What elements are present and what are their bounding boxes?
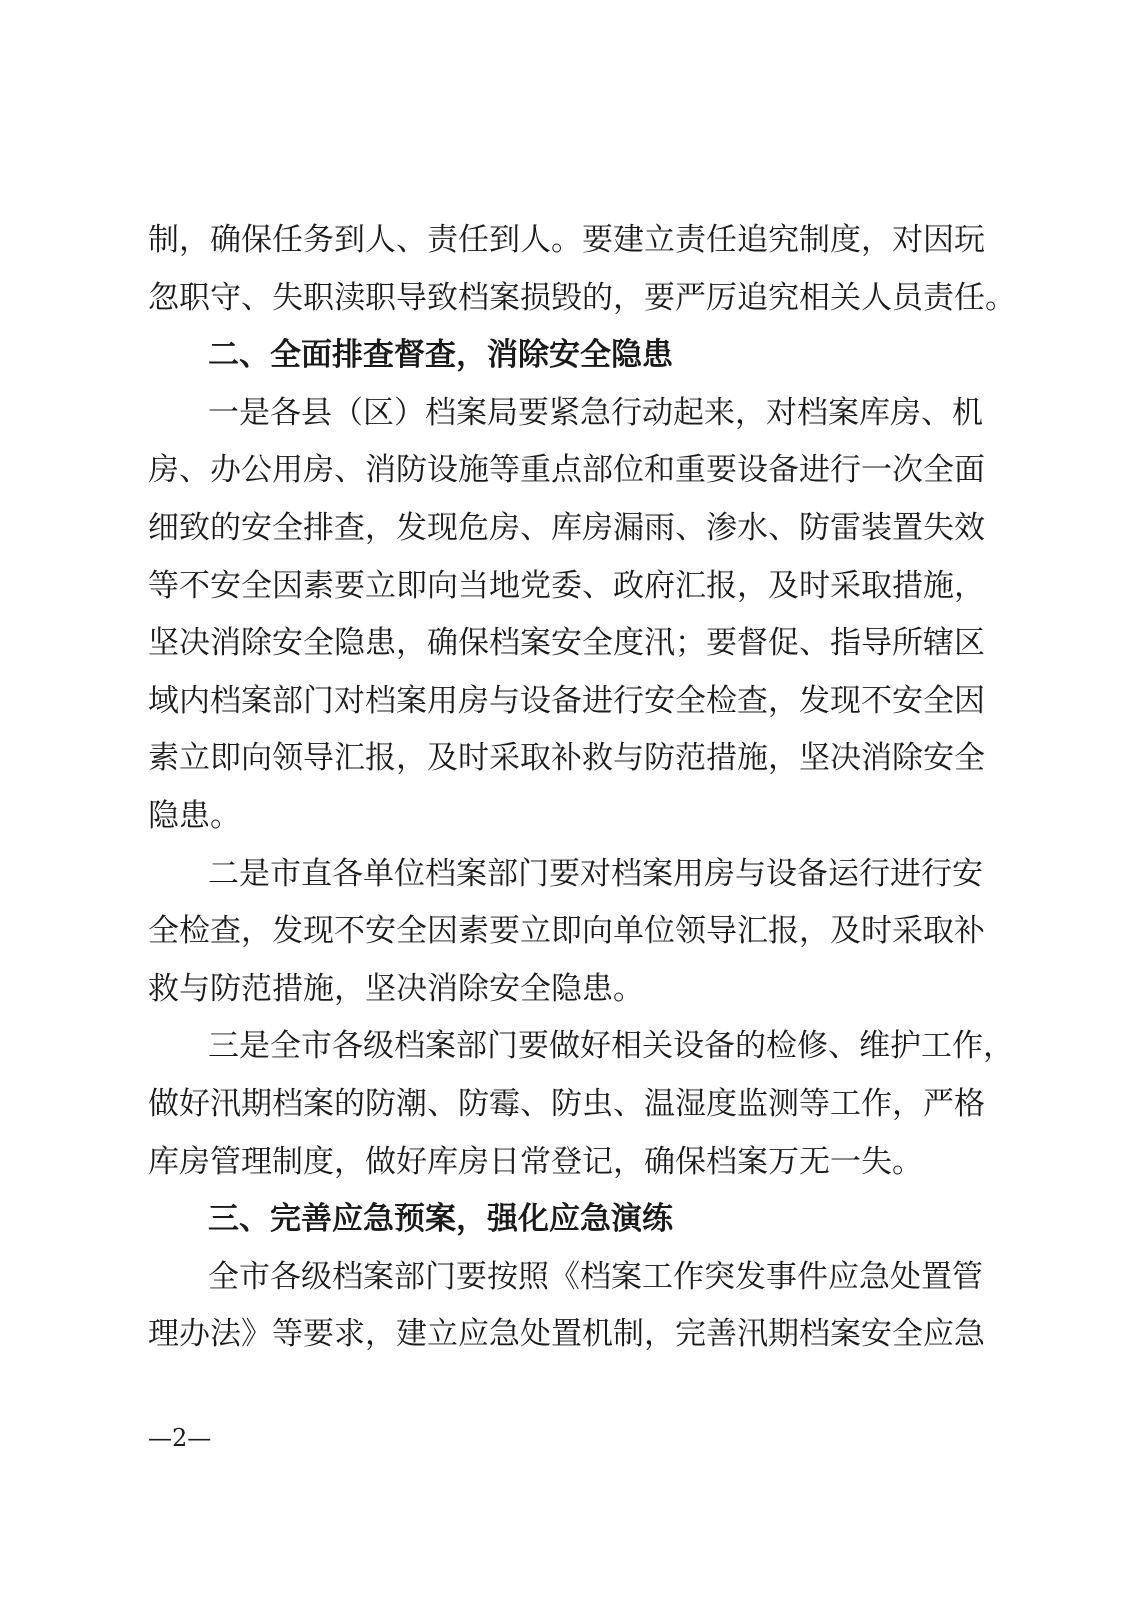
page-number: —2—	[148, 1424, 212, 1452]
section-heading-2: 二、全面排查督查，消除安全隐患	[208, 337, 673, 374]
paragraph-line: 域内档案部门对档案用房与设备进行安全检查，发现不安全因	[148, 682, 985, 719]
paragraph-line: 房、办公用房、消防设施等重点部位和重要设备进行一次全面	[148, 452, 985, 489]
paragraph-line: 三是全市各级档案部门要做好相关设备的检修、维护工作，	[208, 1028, 1014, 1065]
paragraph-line: 理办法》等要求，建立应急处置机制，完善汛期档案安全应急	[148, 1316, 985, 1353]
section-heading-3: 三、完善应急预案，强化应急演练	[208, 1201, 673, 1238]
paragraph-line: 隐患。	[148, 797, 241, 834]
paragraph-line: 全市各级档案部门要按照《档案工作突发事件应急处置管	[208, 1258, 983, 1295]
paragraph-line: 制，确保任务到人、责任到人。要建立责任追究制度，对因玩	[148, 222, 985, 258]
paragraph-line: 细致的安全排查，发现危房、库房漏雨、渗水、防雷装置失效	[148, 509, 985, 546]
paragraph-line: 等不安全因素要立即向当地党委、政府汇报，及时采取措施，	[148, 567, 985, 604]
paragraph-line: 救与防范措施，坚决消除安全隐患。	[148, 970, 644, 1007]
paragraph-line: 做好汛期档案的防潮、防霉、防虫、温湿度监测等工作，严格	[148, 1085, 985, 1122]
paragraph-line: 素立即向领导汇报，及时采取补救与防范措施，坚决消除安全	[148, 740, 985, 777]
paragraph-line: 全检查，发现不安全因素要立即向单位领导汇报，及时采取补	[148, 913, 985, 950]
paragraph-line: 忽职守、失职渎职导致档案损毁的，要严厉追究相关人员责任。	[148, 279, 1016, 316]
paragraph-line: 坚决消除安全隐患，确保档案安全度汛；要督促、指导所辖区	[148, 625, 985, 662]
paragraph-line: 库房管理制度，做好库房日常登记，确保档案万无一失。	[148, 1143, 923, 1180]
body-text	[148, 212, 1016, 1364]
paragraph-line: 二是市直各单位档案部门要对档案用房与设备运行进行安	[208, 855, 983, 892]
paragraph-line: 一是各县（区）档案局要紧急行动起来，对档案库房、机	[208, 394, 983, 431]
